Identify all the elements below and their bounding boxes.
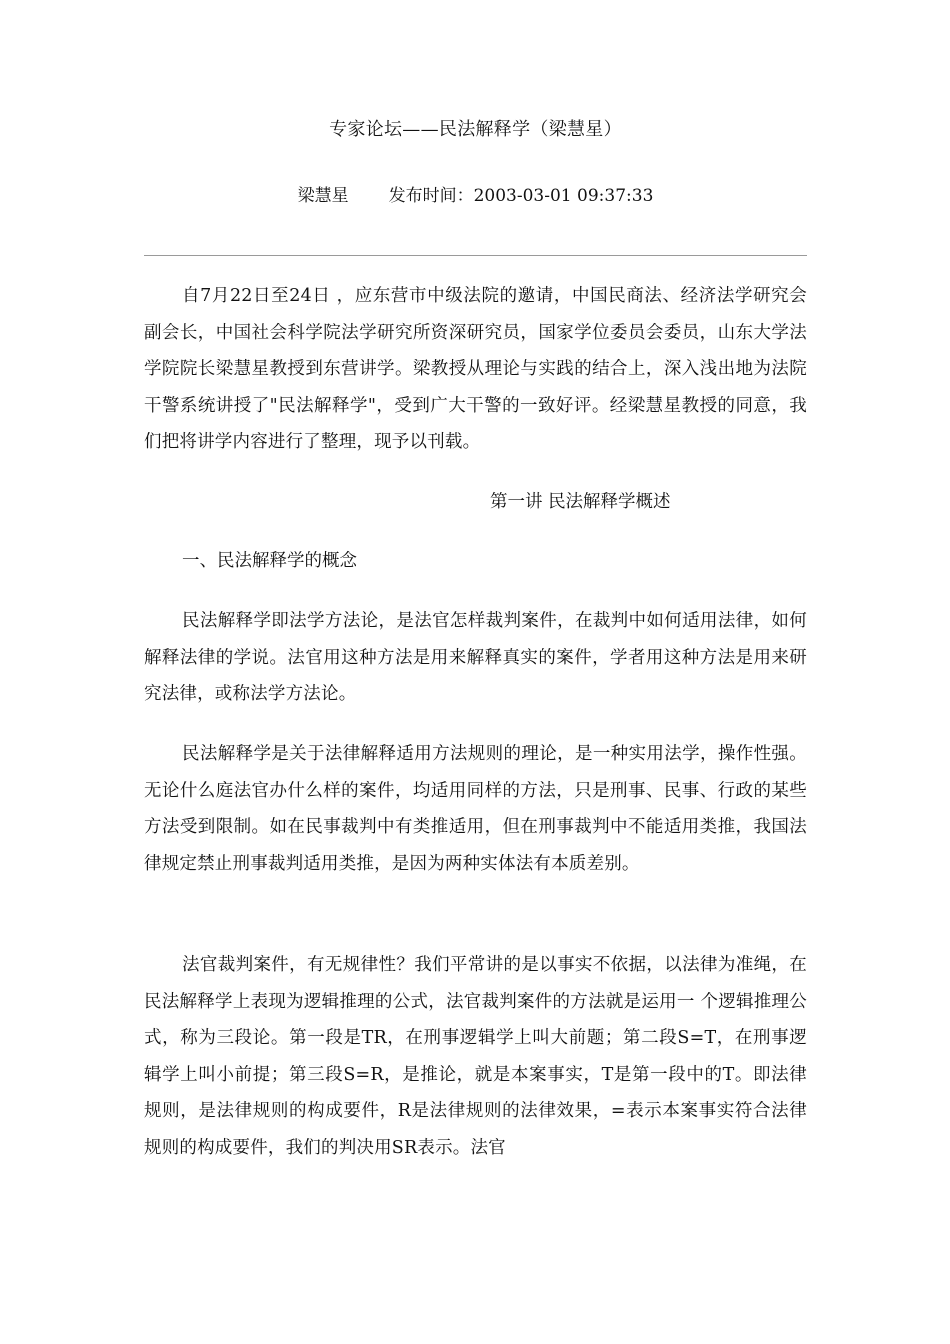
- author-name: 梁慧星: [297, 186, 349, 206]
- article-meta: [144, 183, 807, 209]
- lecture-heading: 第一讲 民法解释学概述: [490, 492, 671, 512]
- horizontal-divider: [144, 255, 807, 256]
- syllogism-paragraph: 法官裁判案件，有无规律性？我们平常讲的是以事实不依据，以法律为准绳，在民法解释学上表现为逻辑推理的公式，法官裁判案件的方法就是运用一 个逻辑推理公式，称为三段论。第一段是TR，在刑事逻辑学上叫大前题；第二段S=T，在刑事逻辑学上叫小前提；第三段S=R，是推论，就是本案事实，T是第一段中的T。即法律规则，是法律规则的构成要件，R是法律规则的法律效果，=表示本案事实符合法律规则的构成要件，我们的判决用SR表示。法官: [144, 955, 807, 1158]
- document-page: [144, 0, 807, 1344]
- publish-time: 发布时间：2003-03-01 09:37:33: [388, 186, 654, 206]
- intro-paragraph: 自7月22日至24日 ，应东营市中级法院的邀请，中国民商法、经济法学研究会副会长，中国社会科学院法学研究所资深研究员，国家学位委员会委员，山东大学法学院院长梁慧星教授到东营讲学。梁教授从理论与实践的结合上，深入浅出地为法院干警系统讲授了"民法解释学"，受到广大干警的一致好评。经梁慧星教授的同意，我们把将讲学内容进行了整理，现予以刊载。: [144, 286, 807, 452]
- practical-paragraph: 民法解释学是关于法律解释适用方法规则的理论，是一种实用法学，操作性强。无论什么庭法官办什么样的案件，均适用同样的方法，只是刑事、民事、行政的某些方法受到限制。如在民事裁判中有类推适用，但在刑事裁判中不能适用类推，我国法律规定禁止刑事裁判适用类推，是因为两种实体法有本质差别。: [144, 744, 807, 874]
- article-title: 专家论坛——民法解释学（梁慧星）: [329, 119, 622, 140]
- definition-paragraph: 民法解释学即法学方法论，是法官怎样裁判案件，在裁判中如何适用法律，如何解释法律的学说。法官用这种方法是用来解释真实的案件，学者用这种方法是用来研究法律，或称法学方法论。: [144, 611, 807, 704]
- section-heading: 一、民法解释学的概念: [182, 551, 357, 571]
